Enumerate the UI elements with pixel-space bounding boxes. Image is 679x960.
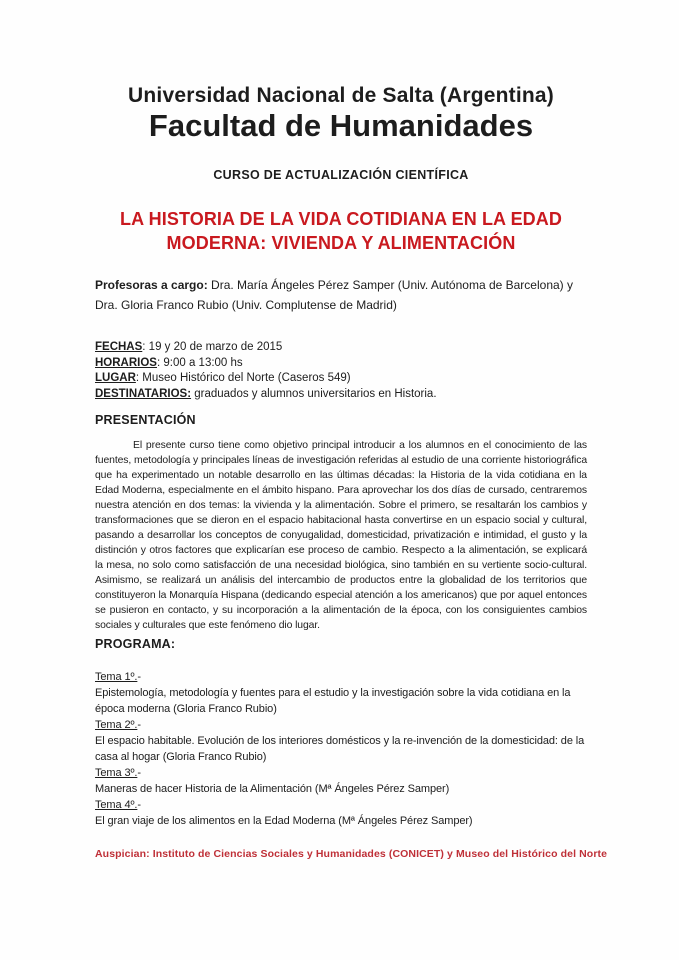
program-item-dash: - [137,719,141,731]
detail-label: FECHAS [95,341,143,353]
course-title: LA HISTORIA DE LA VIDA COTIDIANA EN LA EDAD MODERNA: VIVIENDA Y ALIMENTACIÓN [120,209,562,253]
sponsors-footer: Auspician: Instituto de Ciencias Sociales y Humanidades (CONICET) y Museo del Histórico del Norte [95,848,608,860]
program-item-label: Tema 2º. [95,719,138,731]
program-item-label: Tema 4º. [95,799,138,811]
program-item-label-row [95,797,587,813]
program-item-label-row [95,669,587,685]
detail-value: Museo Histórico del Norte (Caseros 549) [142,372,351,385]
program-item [95,797,587,829]
detail-value: 9:00 a 13:00 hs [163,356,243,369]
detail-label: LUGAR [95,372,136,385]
program-item-dash: - [137,799,141,811]
detail-row-lugar [95,371,587,387]
professors-text: Dra. María Ángeles Pérez Samper (Univ. Autónoma de Barcelona) y Dra. Gloria Franco Rubio (Univ. Complutense de Madrid) [95,278,573,312]
presentation-body: El presente curso tiene como objetivo principal introducir a los alumnos en el conocimiento de las fuentes, metodología y principales líneas de investigación referidas al estudio de una corriente historiográfica que ha experimentado un notable desarrollo en las últimas décadas: la Historia de la vida cotidiana en la Edad Moderna, especialmente en el ámbito hispano. Para aprovechar los dos días de cursado, centraremos nuestra atención en dos temas: la vivienda y la alimentación. Sobre el primero, se resaltarán los cambios y transformaciones que se dieron en el espacio habitacional hasta convertirse en un espacio social y cultural, pasando a desarrollar los conceptos de conyugalidad, domesticidad, privatización e intimidad, el gusto y la distinción y otros factores que explicarían ese proceso de cambio. Respecto a la alimentación, se explicará la mesa, no solo como satisfacción de una necesidad biológica, sino también en su vertiente socio-cultural. Asimismo, se realizará un análisis del intercambio de productos entre la globalidad de los territorios que constituyeron la Monarquía Hispana (dedicando especial atención a los americanos) que por aquel entonces se pusieron en contacto, y su incorporación a la alimentación de la época, con los consiguientes cambios sociales y culturales que este fenómeno dio lugar. [95,440,587,631]
program-item-text: Maneras de hacer Historia de la Alimentación (Mª Ángeles Pérez Samper) [95,783,450,795]
detail-row-fechas [95,340,587,356]
program-list [95,669,587,829]
program-item-label: Tema 3º. [95,767,138,779]
program-item-dash: - [137,671,141,683]
program-heading: PROGRAMA: [95,637,176,651]
faculty-name: Facultad de Humanidades [148,108,534,143]
detail-separator: : [142,341,149,353]
university-name: Universidad Nacional de Salta (Argentina) [128,84,554,107]
program-item-text: Epistemología, metodología y fuentes para el estudio y la investigación sobre la vida cotidiana en la época moderna (Gloria Franco Rubio) [95,687,571,715]
detail-separator: : [135,372,143,385]
detail-row-horarios [95,356,587,372]
program-item-dash: - [137,767,141,779]
program-item-label-row [95,765,587,781]
detail-value: graduados y alumnos universitarios en Historia. [194,387,437,400]
course-details [95,340,587,402]
program-item [95,669,587,717]
program-item-label-row [95,717,587,733]
detail-separator: : [156,356,164,369]
professors-paragraph [95,276,573,315]
professors-label: Profesoras a cargo: [95,278,208,292]
detail-label: HORARIOS [95,356,157,369]
presentation-heading: PRESENTACIÓN [95,413,196,427]
program-item-text: El gran viaje de los alimentos en la Edad Moderna (Mª Ángeles Pérez Samper) [95,815,473,827]
program-item-label: Tema 1º. [95,671,138,683]
detail-row-destinatarios [95,387,587,403]
detail-value: 19 y 20 de marzo de 2015 [148,341,283,353]
program-item [95,717,587,765]
program-item-text: El espacio habitable. Evolución de los interiores domésticos y la re-invención de la domesticidad: de la casa al hogar (Gloria Franco Rubio) [95,735,585,763]
detail-label: DESTINATARIOS: [95,387,192,400]
program-item [95,765,587,797]
course-type-subtitle: CURSO DE ACTUALIZACIÓN CIENTÍFICA [213,168,469,182]
